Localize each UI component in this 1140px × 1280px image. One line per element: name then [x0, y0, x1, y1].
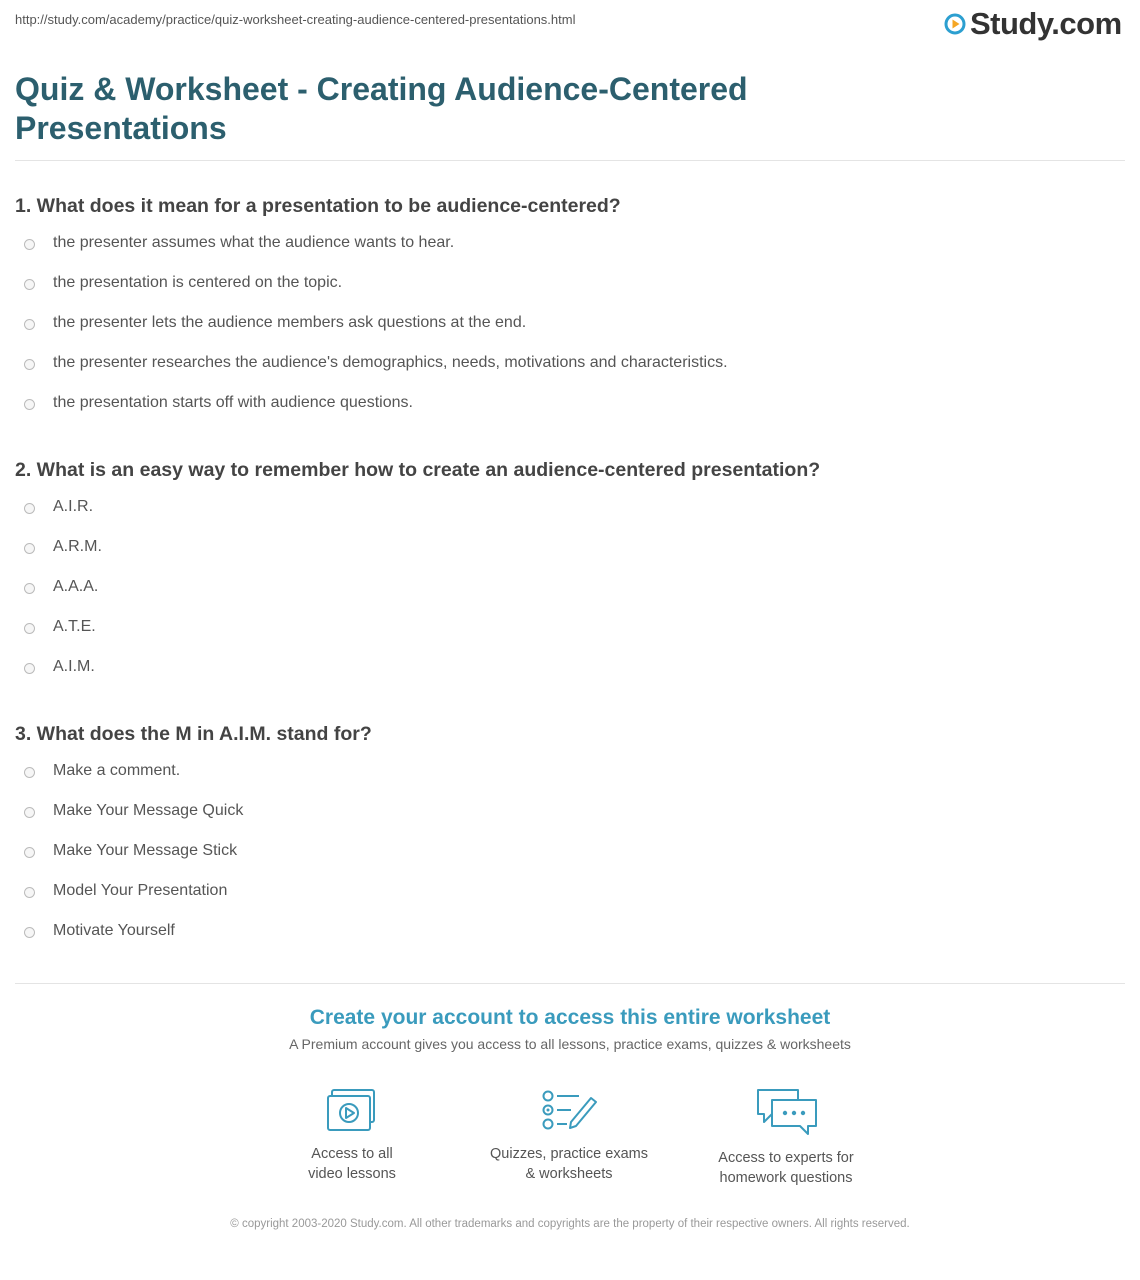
answer-label: the presentation starts off with audience questions.	[53, 394, 413, 411]
play-circle-logo-icon	[944, 13, 966, 35]
answer-option[interactable]	[15, 801, 1115, 841]
feature-label: Access to all video lessons	[308, 1146, 396, 1182]
logo-text: Study.com	[970, 6, 1122, 41]
answer-label: A.A.A.	[53, 578, 99, 595]
page-url: http://study.com/academy/practice/quiz-worksheet-creating-audience-centered-presentations.html	[15, 12, 576, 27]
radio-button[interactable]	[24, 359, 35, 370]
title-divider	[15, 160, 1125, 161]
radio-button[interactable]	[24, 927, 35, 938]
checklist-icon	[541, 1088, 597, 1134]
answer-label: A.R.M.	[53, 538, 102, 555]
page-title: Quiz & Worksheet - Creating Audience-Centered Presentations	[15, 71, 748, 146]
answer-label: Model Your Presentation	[53, 882, 228, 899]
answer-option[interactable]	[15, 657, 1115, 697]
answer-option[interactable]	[15, 617, 1115, 657]
answer-label: A.I.R.	[53, 498, 94, 515]
feature-quizzes	[474, 1088, 664, 1184]
question-2	[15, 457, 1115, 697]
answer-label: the presenter assumes what the audience wants to hear.	[53, 234, 455, 251]
answer-label: Make Your Message Quick	[53, 802, 244, 819]
video-lessons-icon	[326, 1088, 378, 1134]
answer-option[interactable]	[15, 881, 1115, 921]
feature-video-lessons	[257, 1088, 447, 1184]
radio-button[interactable]	[24, 399, 35, 410]
answer-option[interactable]	[15, 233, 1115, 273]
question-title: 3. What does the M in A.I.M. stand for?	[15, 723, 372, 745]
answer-option[interactable]	[15, 921, 1115, 961]
radio-button[interactable]	[24, 623, 35, 634]
feature-label: Quizzes, practice exams & worksheets	[490, 1146, 648, 1182]
radio-button[interactable]	[24, 319, 35, 330]
answer-option[interactable]	[15, 537, 1115, 577]
answer-label: A.T.E.	[53, 618, 96, 635]
answer-option[interactable]	[15, 761, 1115, 801]
radio-button[interactable]	[24, 583, 35, 594]
answer-label: Make a comment.	[53, 762, 181, 779]
answer-label: A.I.M.	[53, 658, 95, 675]
answer-option[interactable]	[15, 841, 1115, 881]
study-com-logo[interactable]	[944, 6, 1122, 42]
answer-option[interactable]	[15, 353, 1115, 393]
answer-label: the presentation is centered on the topic.	[53, 274, 343, 291]
cta-divider	[15, 983, 1125, 984]
question-title: 1. What does it mean for a presentation to be audience-centered?	[15, 195, 621, 217]
cta-subtitle: A Premium account gives you access to all lessons, practice exams, quizzes & worksheets	[289, 1036, 851, 1052]
answer-option[interactable]	[15, 577, 1115, 617]
answer-option[interactable]	[15, 393, 1115, 433]
radio-button[interactable]	[24, 847, 35, 858]
answer-option[interactable]	[15, 313, 1115, 353]
radio-button[interactable]	[24, 807, 35, 818]
radio-button[interactable]	[24, 503, 35, 514]
answer-options	[15, 761, 1115, 961]
answer-label: Make Your Message Stick	[53, 842, 238, 859]
answer-options	[15, 497, 1115, 697]
radio-button[interactable]	[24, 663, 35, 674]
answer-label: Motivate Yourself	[53, 922, 175, 939]
radio-button[interactable]	[24, 239, 35, 250]
copyright-text: © copyright 2003-2020 Study.com. All other trademarks and copyrights are the property of their respective owners. All rights reserved.	[230, 1218, 910, 1230]
question-title: 2. What is an easy way to remember how to create an audience-centered presentation?	[15, 459, 821, 481]
answer-option[interactable]	[15, 497, 1115, 537]
radio-button[interactable]	[24, 279, 35, 290]
answer-option[interactable]	[15, 273, 1115, 313]
feature-label: Access to experts for homework questions	[718, 1150, 854, 1186]
question-3	[15, 721, 1115, 961]
radio-button[interactable]	[24, 767, 35, 778]
answer-label: the presenter lets the audience members ask questions at the end.	[53, 314, 527, 331]
create-account-link[interactable]: Create your account to access this entire worksheet	[309, 1006, 831, 1029]
question-1	[15, 193, 1115, 433]
feature-experts	[691, 1088, 881, 1188]
radio-button[interactable]	[24, 543, 35, 554]
radio-button[interactable]	[24, 887, 35, 898]
answer-options	[15, 233, 1115, 433]
answer-label: the presenter researches the audience's demographics, needs, motivations and characteristics.	[53, 354, 728, 371]
chat-bubbles-icon	[754, 1088, 818, 1138]
